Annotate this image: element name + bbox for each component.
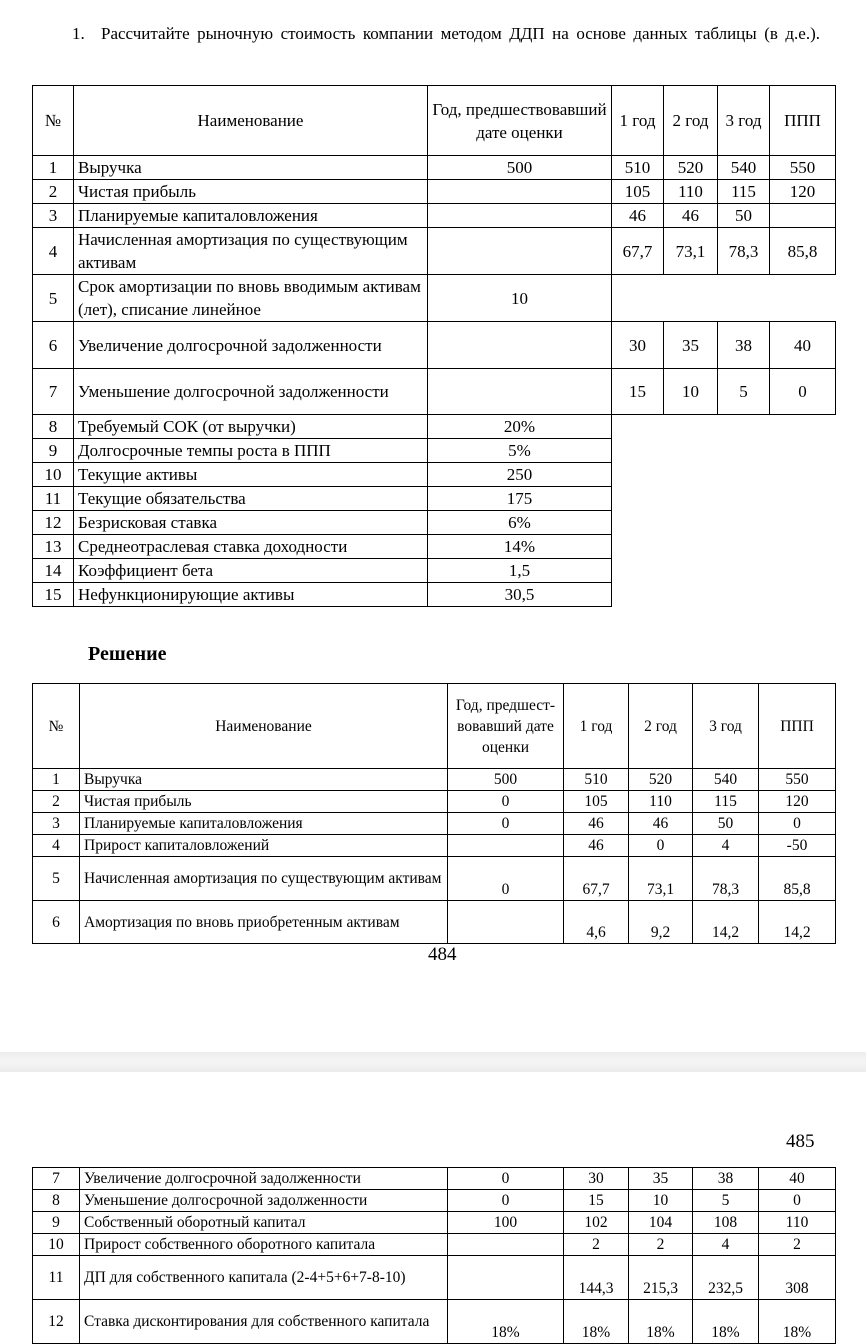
row-y2: 35 xyxy=(629,1168,693,1190)
row-no: 10 xyxy=(33,1234,80,1256)
row-prev: 250 xyxy=(428,463,612,487)
row-no: 2 xyxy=(33,180,74,204)
row-y3: 108 xyxy=(693,1212,759,1234)
empty-cell xyxy=(612,439,836,463)
row-no: 4 xyxy=(33,228,74,275)
empty-cell xyxy=(612,463,836,487)
row-y3: 5 xyxy=(693,1190,759,1212)
row-y1: 15 xyxy=(564,1190,629,1212)
row-ppp: 85,8 xyxy=(759,857,836,901)
row-y2: 10 xyxy=(629,1190,693,1212)
row-y2: 2 xyxy=(629,1234,693,1256)
row-y1: 510 xyxy=(612,156,664,180)
row-name: Требуемый СОК (от выручки) xyxy=(74,415,428,439)
row-y3: 5 xyxy=(718,369,770,415)
row-name: Чистая прибыль xyxy=(80,791,448,813)
row-ppp: 120 xyxy=(770,180,836,204)
row-y3: 50 xyxy=(693,813,759,835)
row-y1: 46 xyxy=(564,813,629,835)
empty-cell xyxy=(612,559,836,583)
table-row xyxy=(33,1168,836,1190)
row-name: Среднеотраслевая ставка доходности xyxy=(74,535,428,559)
row-name: Увеличение долгосрочной задолженности xyxy=(74,322,428,369)
row-y2: 18% xyxy=(629,1300,693,1344)
header-ppp: ППП xyxy=(759,684,836,769)
row-y3: 115 xyxy=(693,791,759,813)
header-year-3: 3 год xyxy=(718,86,770,156)
row-y1: 4,6 xyxy=(564,901,629,944)
row-y1: 2 xyxy=(564,1234,629,1256)
row-ppp: 120 xyxy=(759,791,836,813)
row-prev: 1,5 xyxy=(428,559,612,583)
row-prev: 5% xyxy=(428,439,612,463)
row-y2: 215,3 xyxy=(629,1256,693,1300)
row-ppp: -50 xyxy=(759,835,836,857)
solution-table-continued xyxy=(32,1167,836,1344)
row-name: Ставка дисконтирования для собственного капитала xyxy=(80,1300,448,1344)
header-prev-year: Год, предшествовавший дате оценки xyxy=(428,86,612,156)
empty-cell xyxy=(612,583,836,607)
table-row xyxy=(33,901,836,944)
row-prev: 30,5 xyxy=(428,583,612,607)
row-name: Начисленная амортизация по существующим активам xyxy=(74,228,428,275)
row-no: 1 xyxy=(33,769,80,791)
table-row xyxy=(33,769,836,791)
row-y3: 38 xyxy=(693,1168,759,1190)
page-separator xyxy=(0,1052,866,1072)
row-no: 13 xyxy=(33,535,74,559)
row-y2: 46 xyxy=(664,204,718,228)
row-name: Выручка xyxy=(80,769,448,791)
row-y2: 110 xyxy=(664,180,718,204)
row-no: 9 xyxy=(33,439,74,463)
row-prev: 6% xyxy=(428,511,612,535)
row-y1: 67,7 xyxy=(612,228,664,275)
row-no: 2 xyxy=(33,791,80,813)
row-name: ДП для собственного капитала (2-4+5+6+7-8-10) xyxy=(80,1256,448,1300)
row-ppp: 308 xyxy=(759,1256,836,1300)
row-y2: 73,1 xyxy=(664,228,718,275)
table-row xyxy=(33,835,836,857)
table-row xyxy=(33,204,836,228)
row-y3: 232,5 xyxy=(693,1256,759,1300)
empty-cell xyxy=(612,275,836,322)
row-y3: 115 xyxy=(718,180,770,204)
row-ppp: 85,8 xyxy=(770,228,836,275)
row-y3: 4 xyxy=(693,835,759,857)
row-y3: 4 xyxy=(693,1234,759,1256)
empty-cell xyxy=(612,415,836,439)
row-ppp: 2 xyxy=(759,1234,836,1256)
row-y2: 520 xyxy=(664,156,718,180)
row-name: Увеличение долгосрочной задолженности xyxy=(80,1168,448,1190)
solution-title: Решение xyxy=(88,643,167,665)
header-prev-year: Год, предшест-вовавший дате оценки xyxy=(448,684,564,769)
row-no: 3 xyxy=(33,813,80,835)
row-no: 4 xyxy=(33,835,80,857)
table-row xyxy=(33,275,836,322)
table-row xyxy=(33,369,836,415)
table-row xyxy=(33,439,836,463)
row-ppp: 110 xyxy=(759,1212,836,1234)
header-no: № xyxy=(33,684,80,769)
header-name: Наименование xyxy=(74,86,428,156)
row-y1: 510 xyxy=(564,769,629,791)
table-row xyxy=(33,1190,836,1212)
header-year-2: 2 год xyxy=(664,86,718,156)
table-row xyxy=(33,559,836,583)
row-y3: 50 xyxy=(718,204,770,228)
row-prev xyxy=(428,228,612,275)
row-name: Нефункционирующие активы xyxy=(74,583,428,607)
row-ppp: 18% xyxy=(759,1300,836,1344)
table-row xyxy=(33,228,836,275)
row-prev xyxy=(428,180,612,204)
row-name: Текущие обязательства xyxy=(74,487,428,511)
row-y3: 78,3 xyxy=(693,857,759,901)
header-year-1: 1 год xyxy=(564,684,629,769)
table-row xyxy=(33,463,836,487)
row-name: Планируемые капиталовложения xyxy=(80,813,448,835)
empty-cell xyxy=(612,511,836,535)
row-no: 10 xyxy=(33,463,74,487)
row-name: Долгосрочные темпы роста в ППП xyxy=(74,439,428,463)
row-y1: 46 xyxy=(564,835,629,857)
row-no: 5 xyxy=(33,275,74,322)
table-row xyxy=(33,156,836,180)
table-row xyxy=(33,1256,836,1300)
row-prev xyxy=(428,322,612,369)
row-no: 11 xyxy=(33,1256,80,1300)
row-no: 9 xyxy=(33,1212,80,1234)
row-y2: 110 xyxy=(629,791,693,813)
solution-table xyxy=(32,683,836,944)
row-ppp: 0 xyxy=(770,369,836,415)
row-no: 11 xyxy=(33,487,74,511)
row-no: 1 xyxy=(33,156,74,180)
table-row xyxy=(33,857,836,901)
row-y1: 30 xyxy=(564,1168,629,1190)
row-no: 12 xyxy=(33,511,74,535)
row-prev: 18% xyxy=(448,1300,564,1344)
row-y1: 102 xyxy=(564,1212,629,1234)
row-y2: 10 xyxy=(664,369,718,415)
row-prev: 500 xyxy=(428,156,612,180)
problem-statement xyxy=(72,22,820,70)
problem-number: 1. xyxy=(72,24,85,43)
row-prev xyxy=(448,835,564,857)
row-y2: 520 xyxy=(629,769,693,791)
row-y3: 78,3 xyxy=(718,228,770,275)
row-no: 6 xyxy=(33,322,74,369)
table-row xyxy=(33,1212,836,1234)
row-prev: 0 xyxy=(448,857,564,901)
row-ppp: 40 xyxy=(759,1168,836,1190)
row-no: 5 xyxy=(33,857,80,901)
table-row xyxy=(33,813,836,835)
table-row xyxy=(33,1234,836,1256)
row-name: Уменьшение долгосрочной задолженности xyxy=(74,369,428,415)
page-number: 484 xyxy=(428,944,457,965)
header-no: № xyxy=(33,86,74,156)
row-prev xyxy=(448,901,564,944)
row-ppp: 0 xyxy=(759,1190,836,1212)
row-prev: 0 xyxy=(448,1190,564,1212)
row-y3: 540 xyxy=(693,769,759,791)
row-y3: 38 xyxy=(718,322,770,369)
header-year-1: 1 год xyxy=(612,86,664,156)
row-y2: 104 xyxy=(629,1212,693,1234)
row-y2: 0 xyxy=(629,835,693,857)
row-y1: 30 xyxy=(612,322,664,369)
row-ppp: 0 xyxy=(759,813,836,835)
empty-cell xyxy=(612,535,836,559)
row-name: Текущие активы xyxy=(74,463,428,487)
header-year-3: 3 год xyxy=(693,684,759,769)
row-y1: 15 xyxy=(612,369,664,415)
row-name: Безрисковая ставка xyxy=(74,511,428,535)
row-prev: 100 xyxy=(448,1212,564,1234)
row-prev: 14% xyxy=(428,535,612,559)
table-row xyxy=(33,535,836,559)
row-no: 3 xyxy=(33,204,74,228)
row-name: Выручка xyxy=(74,156,428,180)
row-no: 7 xyxy=(33,1168,80,1190)
row-prev xyxy=(428,369,612,415)
row-prev xyxy=(448,1256,564,1300)
row-y1: 67,7 xyxy=(564,857,629,901)
row-ppp: 14,2 xyxy=(759,901,836,944)
row-prev: 20% xyxy=(428,415,612,439)
row-y3: 18% xyxy=(693,1300,759,1344)
row-y2: 9,2 xyxy=(629,901,693,944)
row-prev: 0 xyxy=(448,813,564,835)
row-no: 14 xyxy=(33,559,74,583)
row-name: Чистая прибыль xyxy=(74,180,428,204)
row-name: Коэффициент бета xyxy=(74,559,428,583)
row-name: Начисленная амортизация по существующим активам xyxy=(80,857,448,901)
row-y1: 105 xyxy=(612,180,664,204)
row-no: 7 xyxy=(33,369,74,415)
row-name: Прирост капиталовложений xyxy=(80,835,448,857)
row-ppp: 40 xyxy=(770,322,836,369)
row-y2: 35 xyxy=(664,322,718,369)
row-y1: 144,3 xyxy=(564,1256,629,1300)
empty-cell xyxy=(612,487,836,511)
row-prev xyxy=(428,204,612,228)
row-name: Уменьшение долгосрочной задолженности xyxy=(80,1190,448,1212)
row-name: Срок амортизации по вновь вводимым активам (лет), списание линейное xyxy=(74,275,428,322)
row-y1: 105 xyxy=(564,791,629,813)
row-y1: 46 xyxy=(612,204,664,228)
problem-text: Рассчитайте рыночную стоимость компании методом ДДП на основе данных таблицы (в д.е.). xyxy=(101,24,820,43)
row-no: 8 xyxy=(33,415,74,439)
header-ppp: ППП xyxy=(770,86,836,156)
row-prev: 175 xyxy=(428,487,612,511)
row-y3: 540 xyxy=(718,156,770,180)
row-name: Прирост собственного оборотного капитала xyxy=(80,1234,448,1256)
row-prev: 10 xyxy=(428,275,612,322)
row-name: Собственный оборотный капитал xyxy=(80,1212,448,1234)
row-y3: 14,2 xyxy=(693,901,759,944)
header-name: Наименование xyxy=(80,684,448,769)
header-year-2: 2 год xyxy=(629,684,693,769)
table-row xyxy=(33,180,836,204)
table-row xyxy=(33,487,836,511)
row-prev: 500 xyxy=(448,769,564,791)
row-name: Амортизация по вновь приобретенным активам xyxy=(80,901,448,944)
row-ppp: 550 xyxy=(759,769,836,791)
row-y2: 46 xyxy=(629,813,693,835)
table-row xyxy=(33,415,836,439)
row-no: 8 xyxy=(33,1190,80,1212)
row-y1: 18% xyxy=(564,1300,629,1344)
row-prev: 0 xyxy=(448,1168,564,1190)
row-no: 6 xyxy=(33,901,80,944)
table-row xyxy=(33,583,836,607)
row-no: 15 xyxy=(33,583,74,607)
row-prev: 0 xyxy=(448,791,564,813)
table-row xyxy=(33,511,836,535)
page-number: 485 xyxy=(786,1131,815,1152)
row-ppp xyxy=(770,204,836,228)
input-data-table xyxy=(32,85,836,607)
row-name: Планируемые капиталовложения xyxy=(74,204,428,228)
row-prev xyxy=(448,1234,564,1256)
table-row xyxy=(33,791,836,813)
row-no: 12 xyxy=(33,1300,80,1344)
row-ppp: 550 xyxy=(770,156,836,180)
table-row xyxy=(33,322,836,369)
row-y2: 73,1 xyxy=(629,857,693,901)
